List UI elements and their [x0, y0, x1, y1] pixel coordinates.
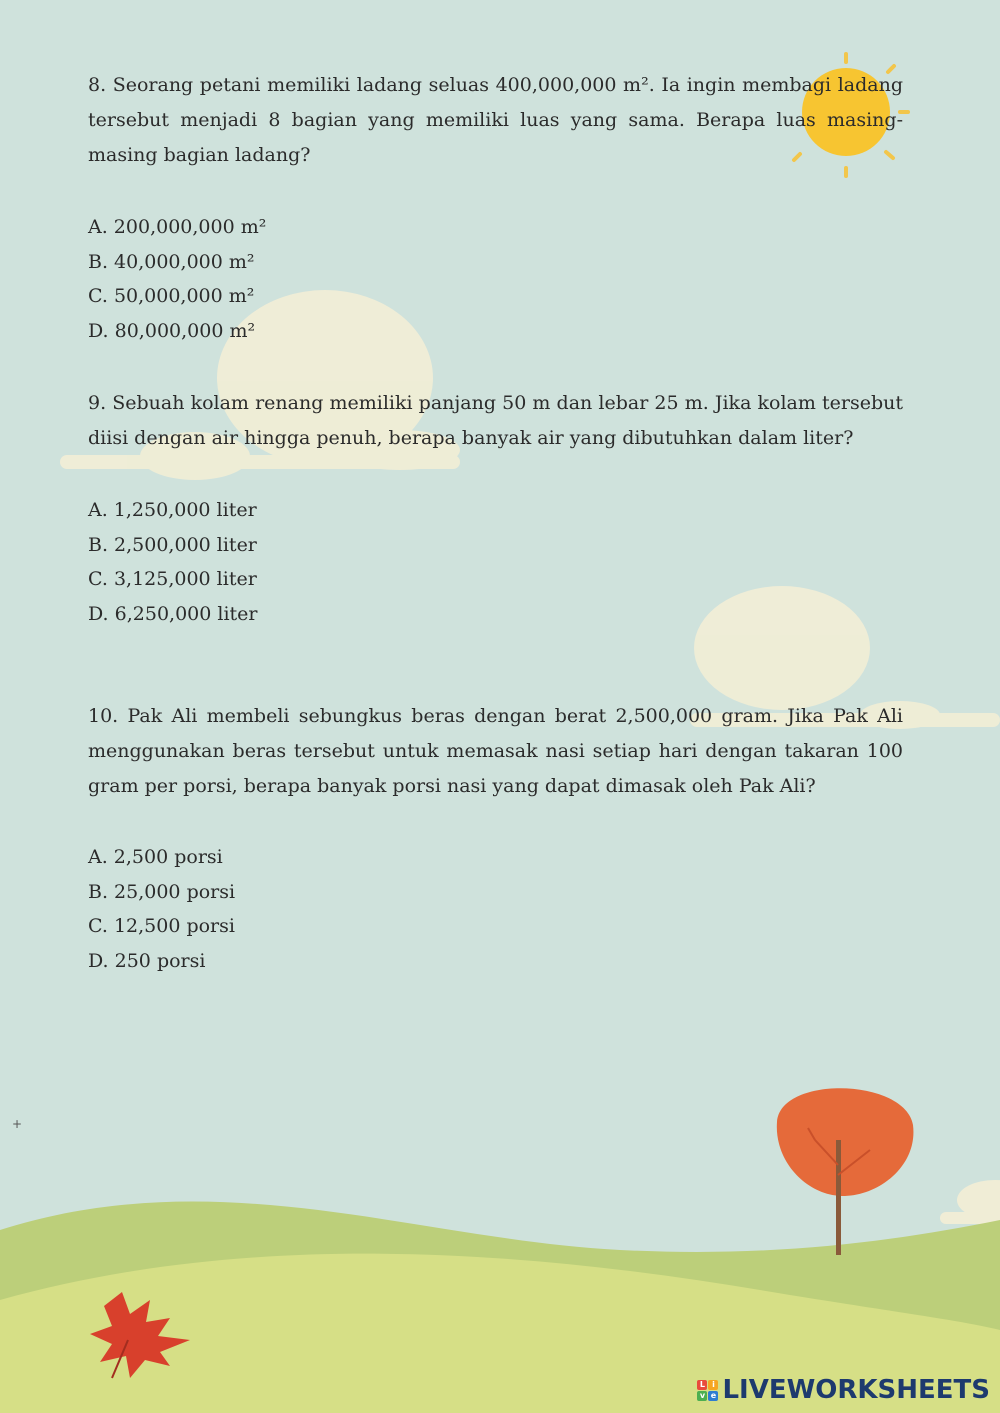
option-c[interactable]: C. 12,500 porsi	[88, 915, 235, 937]
liveworksheets-logo[interactable]	[697, 1375, 990, 1405]
question-10	[88, 699, 903, 978]
logo-letter: L	[697, 1380, 707, 1390]
option-b[interactable]: B. 2,500,000 liter	[88, 533, 257, 556]
option-a[interactable]: A. 200,000,000 m²	[88, 216, 267, 238]
logo-letter: i	[708, 1380, 718, 1390]
answer-options	[88, 493, 903, 631]
logo-letter: v	[697, 1391, 707, 1401]
question-9	[88, 386, 903, 631]
question-8	[88, 68, 903, 348]
logo-mark-icon	[697, 1380, 718, 1401]
option-c[interactable]: C. 50,000,000 m²	[88, 285, 255, 307]
svg-text:+: +	[12, 1117, 23, 1131]
option-d[interactable]: D. 80,000,000 m²	[88, 319, 256, 342]
question-text: 10. Pak Ali membeli sebungkus beras dengan berat 2,500,000 gram. Jika Pak Ali menggunakan beras tersebut untuk memasak nasi setiap hari dengan takaran 100 gram per porsi, berapa banyak porsi nasi yang dapat dimasak oleh Pak Ali?	[88, 705, 903, 797]
option-b[interactable]: B. 25,000 porsi	[88, 880, 236, 903]
option-d[interactable]: D. 250 porsi	[88, 949, 206, 972]
logo-letter: e	[708, 1391, 718, 1401]
option-a[interactable]: A. 1,250,000 liter	[88, 499, 257, 521]
question-text: 9. Sebuah kolam renang memiliki panjang 50 m dan lebar 25 m. Jika kolam tersebut diisi dengan air hingga penuh, berapa banyak air yang dibutuhkan dalam liter?	[88, 392, 903, 449]
worksheet-content	[88, 68, 903, 978]
option-d[interactable]: D. 6,250,000 liter	[88, 602, 258, 625]
option-b[interactable]: B. 40,000,000 m²	[88, 250, 255, 273]
option-c[interactable]: C. 3,125,000 liter	[88, 568, 257, 590]
option-a[interactable]: A. 2,500 porsi	[88, 846, 223, 868]
answer-options	[88, 840, 903, 978]
logo-text: LIVEWORKSHEETS	[722, 1375, 990, 1405]
answer-options	[88, 210, 903, 348]
question-text: 8. Seorang petani memiliki ladang seluas 400,000,000 m². Ia ingin membagi ladang tersebut menjadi 8 bagian yang memiliki luas yang sama. Berapa luas masing-masing bagian ladang?	[88, 74, 903, 166]
